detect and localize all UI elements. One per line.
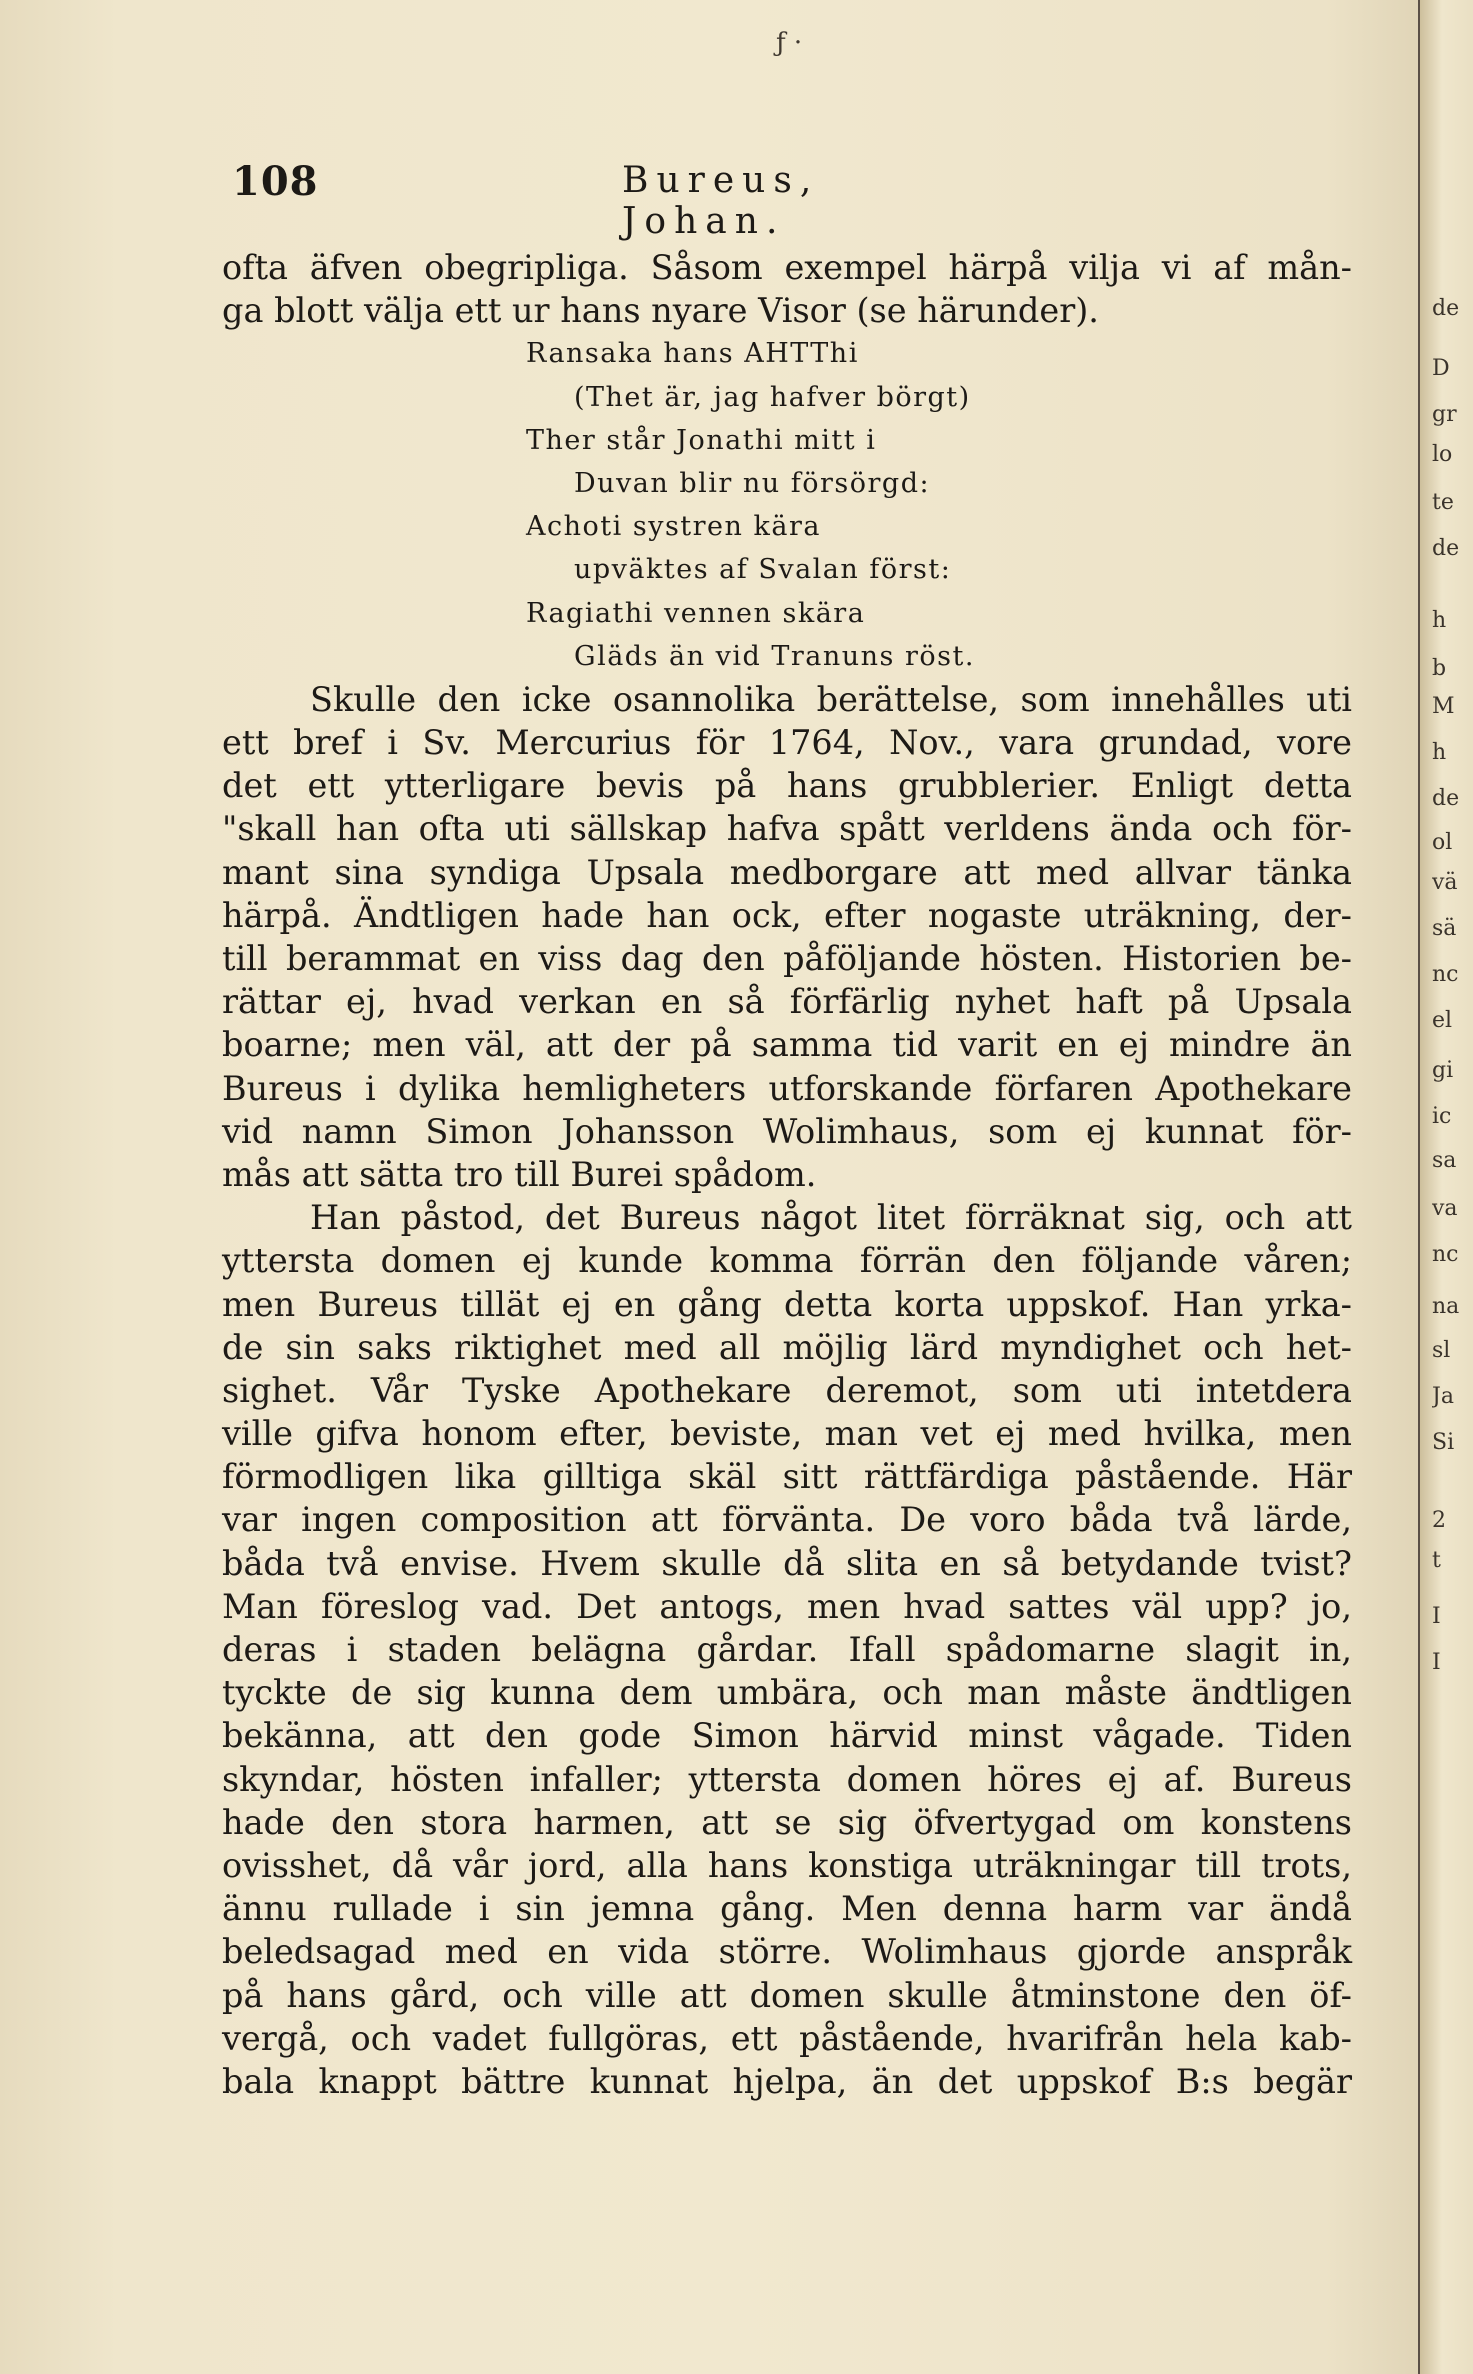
text-line: till berammat en viss dag den påföljande hösten. Historien be- bbox=[222, 939, 1352, 978]
margin-fragment: 2 bbox=[1432, 1508, 1446, 1533]
text-line: Man föreslog vad. Det antogs, men hvad sattes väl upp? jo, bbox=[222, 1586, 1352, 1626]
verse-line: Achoti systren kära bbox=[526, 511, 821, 543]
text-line: rättar ej, hvad verkan en så förfärlig nyhet haft på Upsala bbox=[222, 982, 1352, 1022]
margin-fragment: el bbox=[1432, 1008, 1453, 1033]
text-line: boarne; men väl, att der på samma tid varit en ej mindre än bbox=[222, 1025, 1352, 1065]
margin-fragment: Si bbox=[1432, 1430, 1455, 1455]
paragraph-1 bbox=[222, 678, 1352, 1196]
margin-fragment: na bbox=[1432, 1294, 1460, 1319]
text-line: ville gifva honom efter, beviste, man vet ej med hvilka, men bbox=[222, 1414, 1352, 1454]
text-line: båda två envise. Hvem skulle då slita en så betydande tvist? bbox=[222, 1543, 1352, 1583]
verse-line: Ragiathi vennen skära bbox=[526, 597, 866, 629]
text-line: "skall han ofta uti sällskap hafva spått verldens ända och för- bbox=[222, 809, 1352, 849]
text-line: var ingen composition att förvänta. De voro båda två lärde, bbox=[222, 1500, 1352, 1540]
margin-fragment: h bbox=[1432, 608, 1447, 633]
text-line: deras i staden belägna gårdar. Ifall spådomarne slagit in, bbox=[222, 1630, 1352, 1669]
paragraph-2 bbox=[222, 1196, 1352, 2103]
margin-fragment: lo bbox=[1432, 442, 1453, 467]
margin-fragment: de bbox=[1432, 536, 1460, 561]
verse-line: Ther står Jonathi mitt i bbox=[526, 424, 877, 456]
text-line: Skulle den icke osannolika berättelse, som innehålles uti bbox=[310, 679, 1352, 719]
verse-block bbox=[222, 332, 1352, 678]
margin-fragment: Ja bbox=[1432, 1384, 1454, 1409]
margin-fragment: gi bbox=[1432, 1058, 1454, 1083]
text-line: förmodligen lika gilltiga skäl sitt rättfärdiga påstående. Här bbox=[222, 1457, 1352, 1497]
text-line: Han påstod, det Bureus något litet förräknat sig, och att bbox=[310, 1198, 1352, 1238]
page-number: 108 bbox=[232, 158, 319, 205]
margin-fragment: va bbox=[1432, 1196, 1458, 1221]
opening-lines bbox=[222, 246, 1352, 332]
margin-fragment: I bbox=[1432, 1650, 1441, 1675]
margin-fragment: I bbox=[1432, 1604, 1441, 1629]
text-line: tyckte de sig kunna dem umbära, och man måste ändtligen bbox=[222, 1673, 1352, 1713]
margin-fragment: nc bbox=[1432, 1242, 1459, 1267]
margin-fragment: t bbox=[1432, 1548, 1441, 1573]
verse-line: (Thet är, jag hafver börgt) bbox=[574, 381, 971, 413]
margin-fragment: M bbox=[1432, 694, 1455, 719]
verse-line: Gläds än vid Tranuns röst. bbox=[574, 640, 975, 672]
margin-fragment: de bbox=[1432, 786, 1460, 811]
text-line: bekänna, att den gode Simon härvid minst vågade. Tiden bbox=[222, 1716, 1352, 1756]
margin-fragment: nc bbox=[1432, 962, 1459, 987]
margin-fragment: gr bbox=[1432, 402, 1457, 427]
text-line: det ett ytterligare bevis på hans grubblerier. Enligt detta bbox=[222, 766, 1352, 806]
text-line: ofta äfven obegripliga. Såsom exempel härpå vilja vi af mån- bbox=[222, 248, 1352, 287]
text-line: skyndar, hösten infaller; yttersta domen höres ej af. Bureus bbox=[222, 1759, 1352, 1799]
text-line: ga blott välja ett ur hans nyare Visor (se härunder). bbox=[222, 291, 1099, 331]
margin-fragment: te bbox=[1432, 490, 1454, 515]
margin-fragment: sä bbox=[1432, 916, 1457, 941]
text-line: vid namn Simon Johansson Wolimhaus, som ej kunnat för- bbox=[222, 1111, 1352, 1151]
margin-fragment: h bbox=[1432, 740, 1447, 765]
text-line: beledsagad med en vida större. Wolimhaus gjorde anspråk bbox=[222, 1932, 1352, 1972]
text-line: mant sina syndiga Upsala medborgare att med allvar tänka bbox=[222, 852, 1352, 892]
text-line: ovisshet, då vår jord, alla hans konstiga uträkningar till trots, bbox=[222, 1845, 1352, 1885]
verse-line: Duvan blir nu försörgd: bbox=[574, 467, 931, 499]
margin-fragment: ol bbox=[1432, 830, 1453, 855]
margin-fragment: sa bbox=[1432, 1148, 1457, 1173]
margin-fragment: ic bbox=[1432, 1104, 1452, 1129]
page-header bbox=[232, 158, 972, 242]
text-line: ännu rullade i sin jemna gång. Men denna harm var ändå bbox=[222, 1889, 1352, 1929]
running-head: Bureus, Johan. bbox=[622, 160, 820, 242]
margin-fragment: de bbox=[1432, 296, 1460, 321]
text-line: sighet. Vår Tyske Apothekare deremot, som uti intetdera bbox=[222, 1370, 1352, 1410]
verse-line: upväktes af Svalan först: bbox=[574, 554, 952, 586]
text-line: vergå, och vadet fullgöras, ett påstående, hvarifrån hela kab- bbox=[222, 2018, 1352, 2058]
text-line: Bureus i dylika hemligheters utforskande förfaren Apothekare bbox=[222, 1068, 1352, 1108]
text-line: hade den stora harmen, att se sig öfvertygad om konstens bbox=[222, 1802, 1352, 1842]
margin-fragment: D bbox=[1432, 356, 1450, 381]
ink-mark: ƒ · bbox=[776, 28, 803, 58]
verse-line: Ransaka hans AHTThi bbox=[526, 338, 859, 370]
text-line: bala knappt bättre kunnat hjelpa, än det uppskof B:s begär bbox=[222, 2061, 1352, 2101]
text-line: yttersta domen ej kunde komma förrän den följande våren; bbox=[222, 1241, 1352, 1281]
text-line: mås att sätta tro till Burei spådom. bbox=[222, 1154, 817, 1194]
text-line: på hans gård, och ville att domen skulle åtminstone den öf- bbox=[222, 1975, 1352, 2015]
text-line: härpå. Ändtligen hade han ock, efter nogaste uträkning, der- bbox=[222, 895, 1352, 935]
margin-fragment: vä bbox=[1432, 870, 1458, 895]
margin-fragment: sl bbox=[1432, 1338, 1451, 1363]
margin-fragment: b bbox=[1432, 656, 1447, 681]
text-line: de sin saks riktighet med all möjlig lärd myndighet och het- bbox=[222, 1327, 1352, 1367]
text-line: ett bref i Sv. Mercurius för 1764, Nov., vara grundad, vore bbox=[222, 723, 1352, 763]
body-text bbox=[222, 246, 1352, 2103]
text-line: men Bureus tillät ej en gång detta korta uppskof. Han yrka- bbox=[222, 1284, 1352, 1324]
